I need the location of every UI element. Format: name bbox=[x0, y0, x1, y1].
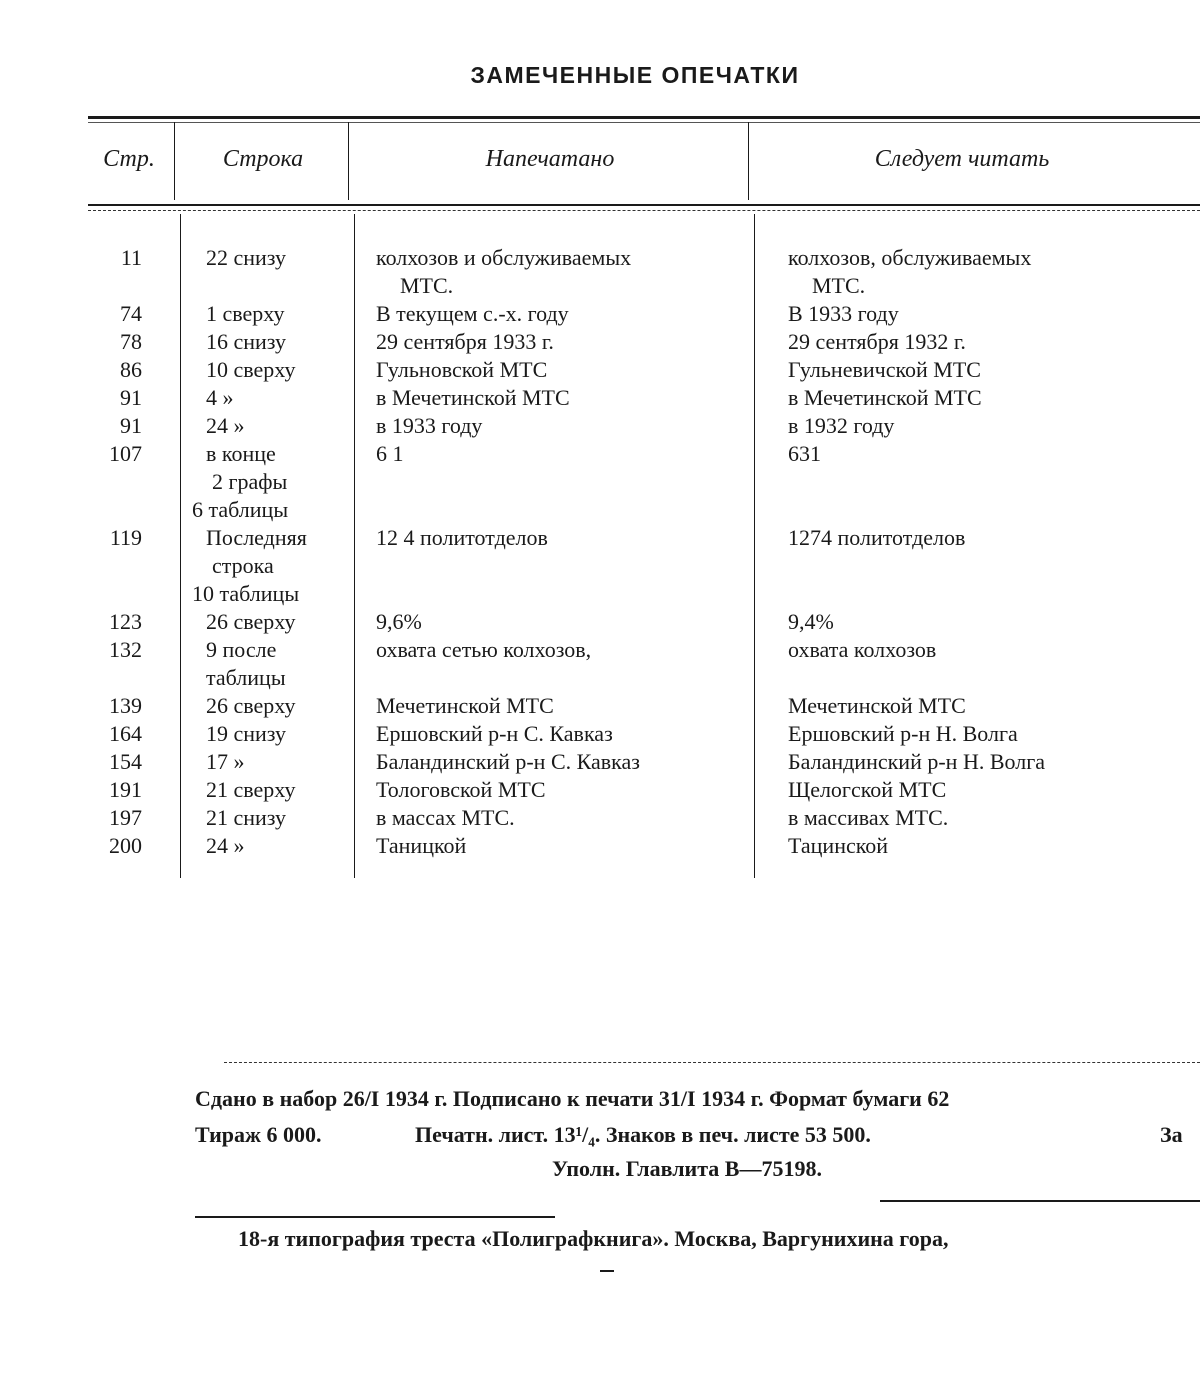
row-line: 4 » bbox=[206, 385, 234, 410]
row-line: в конце bbox=[206, 441, 276, 466]
row-line: 10 сверху bbox=[206, 357, 296, 382]
header-bottom-rule bbox=[88, 204, 1200, 206]
row-printed: Мечетинской МТС bbox=[376, 693, 554, 718]
row-line: 21 сверху bbox=[206, 777, 296, 802]
row-correct: в 1932 году bbox=[788, 413, 895, 438]
row-line: 16 снизу bbox=[206, 329, 287, 354]
printer-rule-left bbox=[195, 1216, 555, 1218]
row-printed: Баландинский р-н С. Кавказ bbox=[376, 749, 640, 774]
row-line: строка bbox=[212, 553, 274, 578]
end-mark bbox=[600, 1270, 614, 1272]
row-page: 91 bbox=[120, 385, 142, 410]
row-printed: 9,6% bbox=[376, 609, 422, 634]
header-correct: Следует читать bbox=[874, 146, 1050, 172]
row-correct: Ершовский р-н Н. Волга bbox=[788, 721, 1018, 746]
row-line: Последняя bbox=[206, 525, 307, 550]
imprint-censor: Уполн. Главлита В—75198. bbox=[552, 1156, 822, 1181]
row-page: 132 bbox=[109, 637, 142, 662]
row-line: таблицы bbox=[206, 665, 286, 690]
row-printed: МТС. bbox=[400, 273, 454, 298]
row-correct: 631 bbox=[788, 441, 821, 466]
divider-3 bbox=[754, 214, 755, 878]
row-page: 119 bbox=[109, 525, 142, 550]
row-correct: Гульневичской МТС bbox=[788, 357, 981, 382]
row-printed: 29 сентября 1933 г. bbox=[376, 329, 554, 354]
row-correct: 29 сентября 1932 г. bbox=[788, 329, 966, 354]
row-line: 10 таблицы bbox=[192, 581, 300, 606]
table-top-rule-thin bbox=[88, 122, 1200, 123]
row-printed: колхозов и обслуживаемых bbox=[376, 245, 632, 270]
divider-2-head bbox=[348, 122, 349, 200]
row-printed: в 1933 году bbox=[376, 413, 483, 438]
row-printed: Таницкой bbox=[376, 833, 467, 858]
imprint-order: За bbox=[1160, 1122, 1183, 1147]
header-bottom-rule-dashed bbox=[88, 210, 1200, 211]
row-page: 78 bbox=[120, 329, 142, 354]
row-printed: в Мечетинской МТС bbox=[376, 385, 570, 410]
row-printed: Тологовской МТС bbox=[376, 777, 546, 802]
row-correct: Мечетинской МТС bbox=[788, 693, 966, 718]
row-page: 91 bbox=[120, 413, 142, 438]
row-line: 1 сверху bbox=[206, 301, 285, 326]
imprint-top-rule bbox=[224, 1062, 1200, 1063]
row-page: 86 bbox=[120, 357, 142, 382]
row-line: 17 » bbox=[206, 749, 245, 774]
row-correct: охвата колхозов bbox=[788, 637, 937, 662]
imprint-sheets: Печатн. лист. 13¹/₄. Знаков в печ. листе 53 500. bbox=[415, 1122, 871, 1147]
row-page: 107 bbox=[109, 441, 142, 466]
row-correct: в массивах МТС. bbox=[788, 805, 949, 830]
imprint-line-1: Сдано в набор 26/I 1934 г. Подписано к печати 31/I 1934 г. Формат бумаги 62 bbox=[195, 1086, 950, 1111]
row-page: 74 bbox=[120, 301, 142, 326]
row-printed: 12 4 политотделов bbox=[376, 525, 548, 550]
row-page: 139 bbox=[109, 693, 142, 718]
row-line: 19 снизу bbox=[206, 721, 287, 746]
row-line: 2 графы bbox=[212, 469, 288, 494]
row-printed: охвата сетью колхозов, bbox=[376, 637, 592, 662]
row-correct: Щелогской МТС bbox=[788, 777, 947, 802]
imprint-circulation: Тираж 6 000. bbox=[195, 1122, 322, 1147]
row-line: 26 сверху bbox=[206, 693, 296, 718]
row-correct: МТС. bbox=[812, 273, 866, 298]
row-line: 21 снизу bbox=[206, 805, 287, 830]
row-line: 9 после bbox=[206, 637, 277, 662]
row-correct: В 1933 году bbox=[788, 301, 899, 326]
row-printed: 6 1 bbox=[376, 441, 404, 466]
row-correct: колхозов, обслуживаемых bbox=[788, 245, 1032, 270]
page-title: ЗАМЕЧЕННЫЕ ОПЕЧАТКИ bbox=[470, 62, 800, 88]
row-printed: в массах МТС. bbox=[376, 805, 515, 830]
table-top-rule bbox=[88, 116, 1200, 119]
row-page: 154 bbox=[109, 749, 142, 774]
row-page: 191 bbox=[109, 777, 142, 802]
row-correct: Баландинский р-н Н. Волга bbox=[788, 749, 1045, 774]
row-page: 200 bbox=[109, 833, 142, 858]
row-page: 197 bbox=[109, 805, 142, 830]
divider-1-head bbox=[174, 122, 175, 200]
row-correct: Тацинской bbox=[788, 833, 889, 858]
divider-1 bbox=[180, 214, 181, 878]
row-line: 24 » bbox=[206, 413, 245, 438]
row-printed: В текущем с.-х. году bbox=[376, 301, 569, 326]
row-page: 164 bbox=[109, 721, 142, 746]
row-correct: в Мечетинской МТС bbox=[788, 385, 982, 410]
row-page: 11 bbox=[120, 245, 142, 270]
row-line: 26 сверху bbox=[206, 609, 296, 634]
row-correct: 1274 политотделов bbox=[788, 525, 966, 550]
row-line: 22 снизу bbox=[206, 245, 287, 270]
printer-line: 18-я типография треста «Полиграфкнига». Москва, Варгунихина гора, bbox=[238, 1226, 949, 1251]
printer-rule-right bbox=[880, 1200, 1200, 1202]
row-line: 24 » bbox=[206, 833, 245, 858]
row-printed: Ершовский р-н С. Кавказ bbox=[376, 721, 613, 746]
row-correct: 9,4% bbox=[788, 609, 834, 634]
row-line: 6 таблицы bbox=[192, 497, 289, 522]
header-page: Стр. bbox=[103, 146, 155, 172]
row-page: 123 bbox=[109, 609, 142, 634]
header-line: Строка bbox=[222, 146, 304, 172]
row-printed: Гульновской МТС bbox=[376, 357, 548, 382]
header-printed: Напечатано bbox=[485, 146, 615, 172]
divider-3-head bbox=[748, 122, 749, 200]
divider-2 bbox=[354, 214, 355, 878]
